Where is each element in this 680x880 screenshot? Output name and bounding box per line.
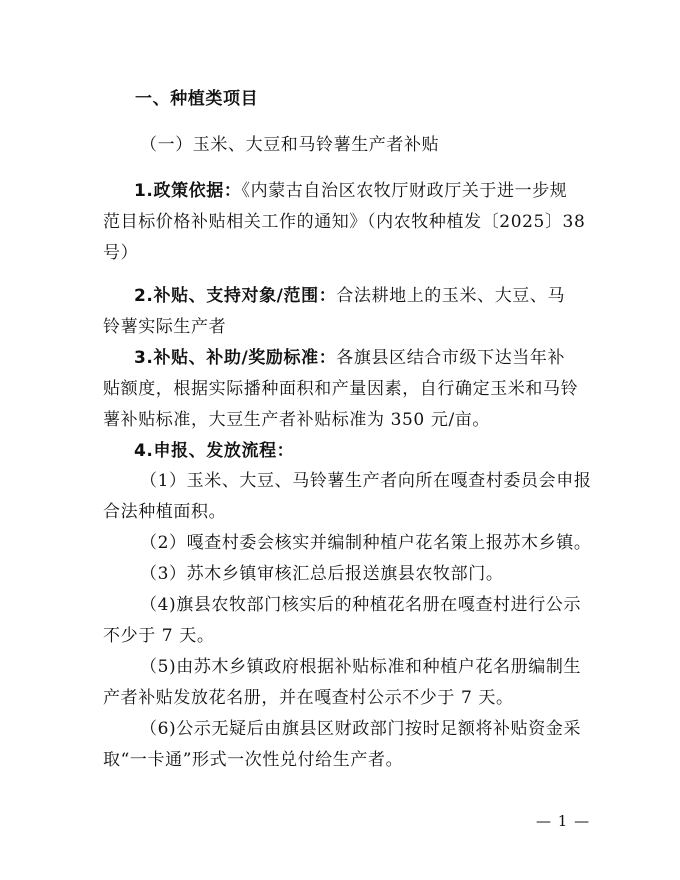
process-step-2: （2）嘎查村委会核实并编制种植户花名策上报苏木乡镇。 bbox=[140, 533, 592, 553]
process-step-6-line-1: （6)公示无疑后由旗县区财政部门按时足额将补贴资金采 bbox=[140, 719, 582, 739]
process-step-5-line-1: （5)由苏木乡镇政府根据补贴标准和种植户花名册编制生 bbox=[140, 657, 582, 677]
process-step-5-line-2: 产者补贴发放花名册，并在嘎查村公示不少于 7 天。 bbox=[103, 688, 514, 708]
process-step-3: （3）苏木乡镇审核汇总后报送旗县农牧部门。 bbox=[140, 564, 504, 584]
target-text-1: 合法耕地上的玉米、大豆、马 bbox=[336, 286, 566, 306]
page-number: — 1 — bbox=[536, 812, 591, 830]
process-step-1-line-2: 合法种植面积。 bbox=[103, 502, 227, 522]
target-line-1 bbox=[134, 286, 565, 306]
standard-line-1 bbox=[134, 348, 565, 368]
standard-text-3: 薯补贴标准，大豆生产者补贴标准为 350 元/亩。 bbox=[103, 410, 490, 430]
policy-label: 1.政策依据： bbox=[134, 181, 242, 201]
process-label: 4.申报、发放流程： bbox=[134, 441, 295, 461]
policy-text-1: 《内蒙古自治区农牧厅财政厅关于进一步规 bbox=[241, 181, 568, 201]
section-title: 一、种植类项目 bbox=[135, 89, 259, 109]
standard-text-1: 各旗县区结合市级下达当年补 bbox=[336, 348, 566, 368]
section-subtitle: （一）玉米、大豆和马铃薯生产者补贴 bbox=[140, 135, 440, 155]
target-label: 2.补贴、支持对象/范围： bbox=[134, 286, 337, 306]
process-step-4-line-2: 不少于 7 天。 bbox=[103, 626, 215, 646]
process-step-6-line-2: 取“一卡通”形式一次性兑付给生产者。 bbox=[103, 750, 404, 770]
target-text-2: 铃薯实际生产者 bbox=[103, 317, 227, 337]
policy-line-1 bbox=[134, 181, 567, 201]
policy-text-2: 范目标价格补贴相关工作的通知》（内农牧种植发〔2025〕38 bbox=[103, 212, 586, 232]
standard-text-2: 贴额度，根据实际播种面积和产量因素，自行确定玉米和马铃 bbox=[103, 379, 579, 399]
process-step-1-line-1: （1）玉米、大豆、马铃薯生产者向所在嘎查村委员会申报 bbox=[140, 471, 592, 491]
standard-label: 3.补贴、补助/奖励标准： bbox=[134, 348, 337, 368]
process-step-4-line-1: （4)旗县农牧部门核实后的种植花名册在嘎查村进行公示 bbox=[140, 595, 582, 615]
policy-text-3: 号） bbox=[103, 243, 139, 263]
